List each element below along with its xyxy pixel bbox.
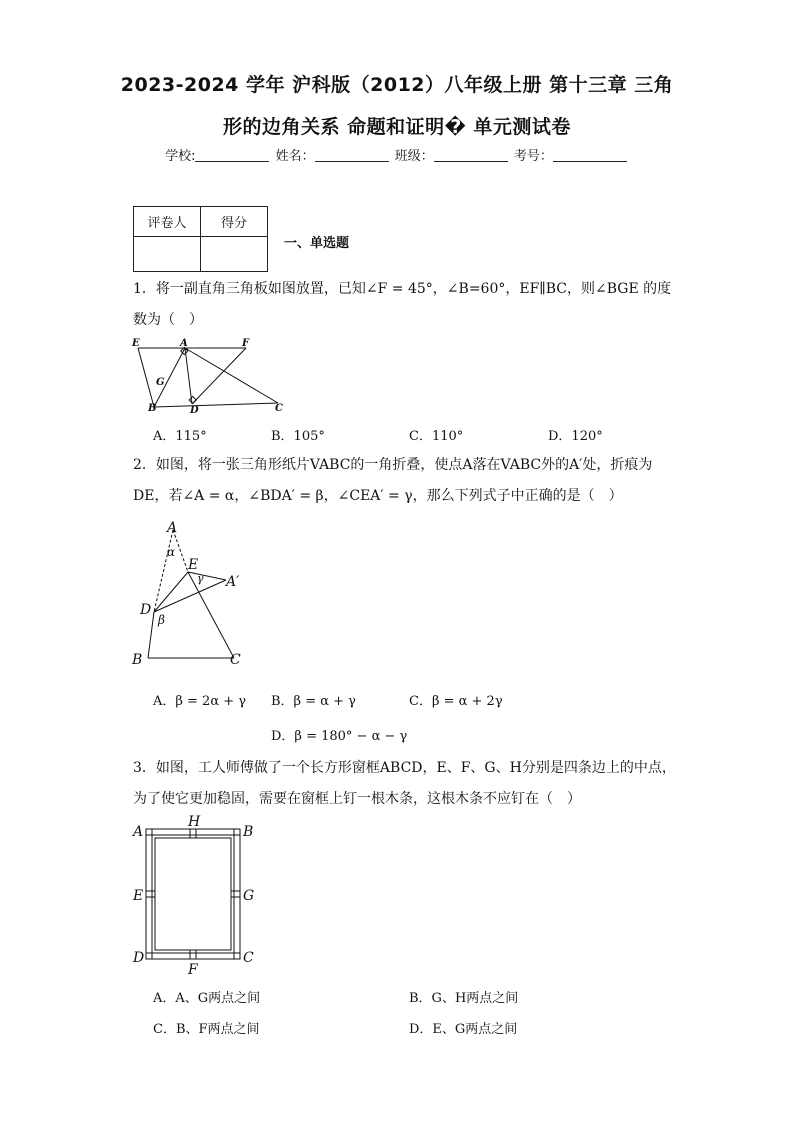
q2-option-c[interactable]: C．β = α + 2γ xyxy=(409,694,503,709)
q1-label-e: E xyxy=(132,338,140,349)
q2-text-line-1: 2．如图，将一张三角形纸片VABC的一角折叠，使点A落在VABC外的A′处，折痕为 xyxy=(133,457,653,473)
q1-label-b: B xyxy=(148,403,157,414)
class-blank[interactable] xyxy=(434,149,508,162)
class-label: 班级： xyxy=(394,149,434,164)
q3-text-line-1: 3．如图，工人师傅做了一个长方形窗框ABCD，E、F、G、H分别是四条边上的中点， xyxy=(133,760,676,776)
q1-label-f: F xyxy=(242,338,250,349)
number-blank[interactable] xyxy=(553,149,627,162)
q2-line-db xyxy=(148,612,154,658)
q3-label-g: G xyxy=(243,888,255,904)
q1-line-bc xyxy=(154,403,278,407)
q3-inner-frame-2 xyxy=(155,838,231,950)
school-blank[interactable] xyxy=(195,149,269,162)
q1-figure xyxy=(128,334,288,418)
q1-text-line-2: 数为（ ） xyxy=(133,312,203,328)
q1-label-a: A xyxy=(180,338,188,349)
title-line-1: 2023-2024 学年 沪科版（2012）八年级上册 第十三章 三角 xyxy=(120,74,674,96)
q3-label-h: H xyxy=(188,814,201,830)
q2-label-gamma: γ xyxy=(197,572,204,585)
q3-option-b[interactable]: B．G、H两点之间 xyxy=(409,991,519,1006)
q2-label-d: D xyxy=(140,602,152,618)
q2-line-de xyxy=(154,572,188,612)
q3-label-c: C xyxy=(243,950,254,966)
q2-dashed-ad xyxy=(154,530,176,612)
name-blank[interactable] xyxy=(315,149,389,162)
q3-label-a: A xyxy=(133,824,144,840)
q2-text-line-2: DE，若∠A = α，∠BDA′ = β，∠CEA′ = γ，那么下列式子中正确的是（ ） xyxy=(133,488,623,504)
q1-line-ac xyxy=(185,348,278,403)
q1-option-a[interactable]: A．115° xyxy=(153,429,207,444)
q3-option-a[interactable]: A．A、G两点之间 xyxy=(153,991,261,1006)
q3-label-f: F xyxy=(188,962,198,978)
name-label: 姓名： xyxy=(275,149,315,164)
q2-label-c: C xyxy=(230,652,241,668)
section-heading: 一、单选题 xyxy=(284,236,350,251)
q2-label-b: B xyxy=(132,652,143,668)
q2-label-beta: β xyxy=(158,613,165,627)
student-info-line xyxy=(0,145,794,164)
q1-option-b[interactable]: B．105° xyxy=(271,429,325,444)
q2-label-alpha: α xyxy=(167,545,176,559)
q2-figure xyxy=(128,516,258,671)
q2-line-ea2 xyxy=(188,572,226,580)
q3-option-c[interactable]: C．B、F两点之间 xyxy=(153,1022,260,1037)
school-label: 学校: xyxy=(165,149,196,164)
score-cell[interactable] xyxy=(201,237,268,272)
q2-dashed-ae xyxy=(173,530,188,572)
grader-cell[interactable] xyxy=(134,237,201,272)
score-table xyxy=(133,206,268,272)
q2-label-a: A xyxy=(167,520,178,536)
q2-label-a-prime: A′ xyxy=(226,574,240,590)
q2-label-e: E xyxy=(188,557,199,573)
q1-label-c: C xyxy=(275,403,283,414)
q2-option-a[interactable]: A．β = 2α + γ xyxy=(153,694,247,709)
q1-text-line-1: 1．将一副直角三角板如图放置，已知∠F = 45°，∠B=60°，EF∥BC，则∠BGE 的度 xyxy=(133,281,672,297)
q3-figure xyxy=(128,814,268,978)
number-label: 考号： xyxy=(513,149,553,164)
q1-option-c[interactable]: C．110° xyxy=(409,429,464,444)
q3-label-e: E xyxy=(133,888,144,904)
q3-text-line-2: 为了使它更加稳固，需要在窗框上钉一根木条，这根木条不应钉在（ ） xyxy=(133,791,581,807)
q3-outer-frame xyxy=(146,829,240,959)
q2-line-da2 xyxy=(154,580,226,612)
q1-label-d: D xyxy=(190,405,199,416)
q2-option-b[interactable]: B．β = α + γ xyxy=(271,694,356,709)
score-header: 得分 xyxy=(201,207,268,237)
q1-label-g: G xyxy=(156,377,165,388)
grader-header: 评卷人 xyxy=(134,207,201,237)
q3-label-b: B xyxy=(243,824,254,840)
q3-label-d: D xyxy=(133,950,145,966)
q1-option-d[interactable]: D．120° xyxy=(548,429,603,444)
title-line-2: 形的边角关系 命题和证明� 单元测试卷 xyxy=(223,116,571,138)
q1-line-ad xyxy=(185,348,192,404)
q2-option-d[interactable]: D．β = 180° − α − γ xyxy=(271,729,408,744)
q3-option-d[interactable]: D．E、G两点之间 xyxy=(409,1022,518,1037)
q1-line-eb xyxy=(138,348,154,407)
q3-inner-frame-1 xyxy=(152,835,234,953)
